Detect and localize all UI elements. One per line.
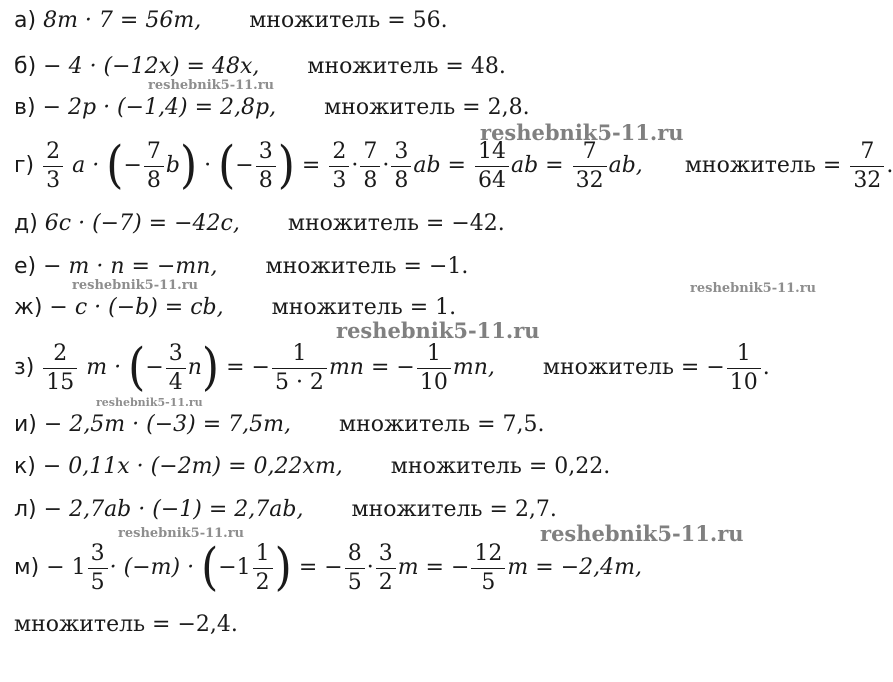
item-label: в): [14, 95, 36, 120]
multiplier-answer: множитель =: [684, 153, 842, 178]
expression: − 4 · (−12x) = 48x,: [43, 54, 260, 79]
expression: − 0,11x · (−2m) = 0,22xm,: [42, 454, 343, 479]
expression: − 2,7ab · (−1) = 2,7ab,: [43, 497, 304, 522]
fraction: $\frac{3}{2}$: [376, 543, 396, 594]
fraction: $\frac{1}{10}$: [417, 343, 451, 394]
multiplier-answer: множитель = −42.: [287, 211, 505, 236]
fraction: $\frac{3}{8}$: [256, 141, 276, 192]
fraction: $\frac{1}{5 \cdot 2}$: [272, 343, 327, 394]
fraction: $\frac{2}{3}$: [329, 141, 349, 192]
watermark: reshebnik5-11.ru: [96, 396, 203, 409]
multiplier-answer: множитель = 2,7.: [351, 497, 557, 522]
expression: − 2,5m · (−3) = 7,5m,: [43, 412, 292, 437]
item-label: л): [14, 497, 37, 522]
line-v: [14, 93, 530, 123]
fraction: $\frac{1}{10}$: [727, 343, 761, 394]
watermark: reshebnik5-11.ru: [148, 78, 275, 93]
fraction: $\frac{3}{8}$: [391, 141, 411, 192]
multiplier-answer: множитель = 56.: [249, 8, 448, 33]
fraction: $\frac{12}{5}$: [471, 543, 505, 594]
fraction: $\frac{7}{8}$: [360, 141, 380, 192]
multiplier-answer: множитель = 2,8.: [324, 95, 530, 120]
item-label: и): [14, 412, 37, 437]
line-final: [14, 610, 238, 640]
multiplier-answer: множитель = −1.: [265, 254, 469, 279]
expression: 8m · 7 = 56m,: [43, 8, 202, 33]
paren-close: ): [179, 136, 198, 195]
watermark: reshebnik5-11.ru: [540, 521, 744, 546]
item-label: е): [14, 254, 37, 279]
item-label: б): [14, 54, 37, 79]
multiplier-answer: множитель = 0,22.: [390, 454, 611, 479]
item-label: ж): [14, 295, 43, 320]
line-d: [14, 209, 505, 239]
fraction: $\frac{7}{32}$: [850, 141, 884, 192]
multiplier-answer: множитель = 48.: [307, 54, 506, 79]
line-l: [14, 495, 557, 525]
multiplier-answer: множитель = −2,4.: [14, 612, 238, 637]
expression: − m · n = −mn,: [43, 254, 218, 279]
fraction: $\frac{7}{8}$: [144, 141, 164, 192]
watermark: reshebnik5-11.ru: [118, 526, 245, 541]
multiplier-answer: множитель = 1.: [271, 295, 457, 320]
line-m: м) − 1 $\frac{3}{5}$ · (−m) · (−1 $\frac{1}{2}$ ) = − $\frac{8}{5}$ · $\frac{3}{2}$ m = − $\frac{12}{5}$ m = −2,4m,: [14, 538, 642, 597]
line-k: [14, 452, 610, 482]
fraction: $\frac{3}{5}$: [88, 543, 108, 594]
watermark: reshebnik5-11.ru: [690, 281, 817, 296]
line-a: [14, 6, 448, 36]
item-label: з): [14, 355, 35, 380]
fraction: $\frac{3}{4}$: [166, 343, 186, 394]
fraction: $\frac{2}{15}$: [43, 343, 77, 394]
watermark: reshebnik5-11.ru: [480, 120, 684, 145]
item-label: д): [14, 211, 38, 236]
line-i: [14, 410, 544, 440]
multiplier-answer: множитель = 7,5.: [339, 412, 545, 437]
fraction: $\frac{8}{5}$: [345, 543, 365, 594]
expression: 6c · (−7) = −42c,: [44, 211, 240, 236]
item-label: м): [14, 555, 40, 580]
item-label: к): [14, 454, 36, 479]
fraction: $\frac{7}{32}$: [573, 141, 607, 192]
expression: − c · (−b) = cb,: [49, 295, 224, 320]
line-z: з) $\frac{2}{15}$ m · (− $\frac{3}{4}$ n) = − $\frac{1}{5 \cdot 2}$ mn = − $\frac{1}{10}$ mn, множитель = − $\frac{1}{10}$ .: [14, 338, 770, 397]
watermark: reshebnik5-11.ru: [72, 278, 199, 293]
item-label: г): [14, 153, 35, 178]
multiplier-answer: множитель = −: [542, 355, 725, 380]
fraction: $\frac{2}{3}$: [43, 141, 63, 192]
fraction: $\frac{1}{2}$: [253, 543, 273, 594]
expression: − 2p · (−1,4) = 2,8p,: [42, 95, 277, 120]
fraction: $\frac{14}{64}$: [475, 141, 509, 192]
watermark: reshebnik5-11.ru: [336, 318, 540, 343]
paren-open: (: [106, 136, 124, 195]
item-label: а): [14, 8, 37, 33]
line-g: г) $\frac{2}{3}$ a · (− $\frac{7}{8}$ b) · (− $\frac{3}{8}$ ) = $\frac{2}{3}$ · $\frac{7}{8}$ · $\frac{3}{8}$ ab = $\frac{14}{64}$ ab = $\frac{7}{32}$ ab, множитель = $\frac{7}{32}$ .: [14, 136, 893, 195]
